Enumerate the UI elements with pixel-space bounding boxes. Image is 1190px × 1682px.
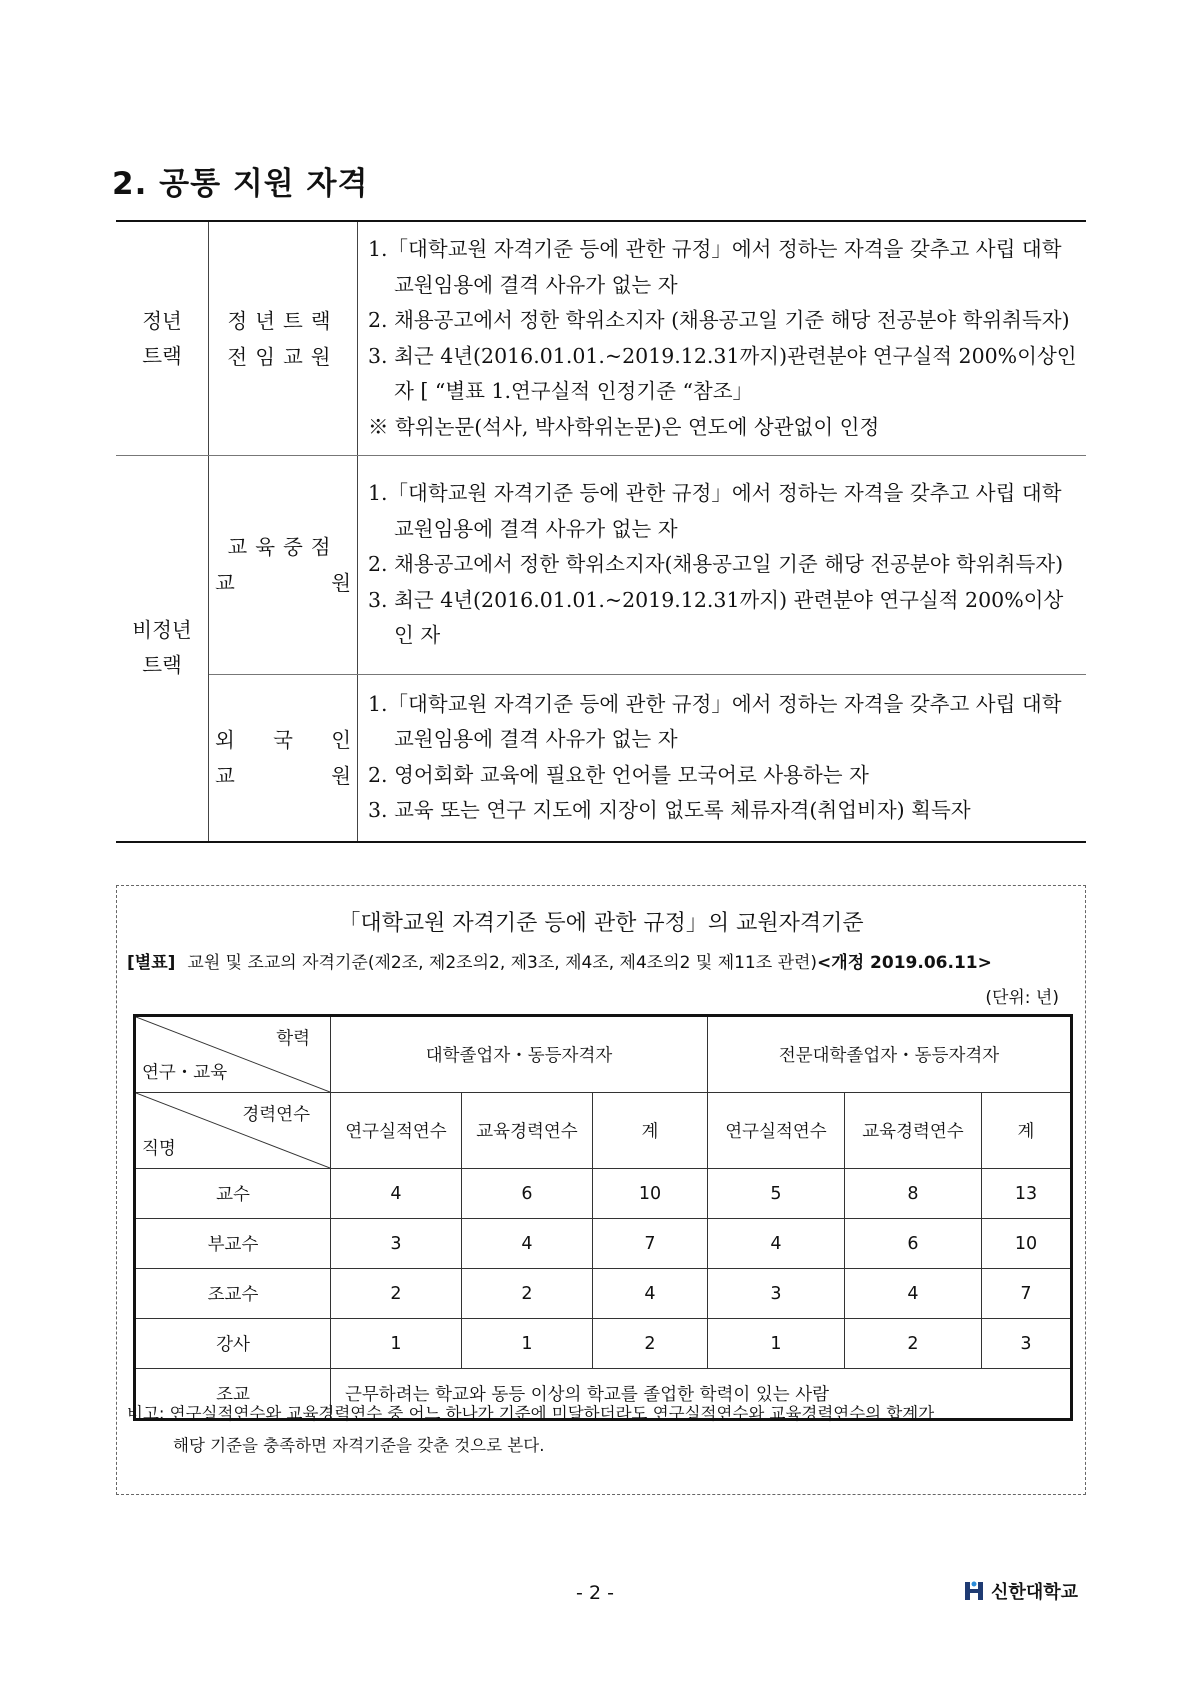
section-title: 2. 공통 지원 자격 <box>112 166 369 202</box>
value-cell: 3 <box>982 1319 1072 1369</box>
reference-box <box>116 885 1086 1495</box>
logo-text: 신한대학교 <box>991 1582 1078 1603</box>
value-cell: 6 <box>845 1219 982 1269</box>
education-focused-requirements <box>358 456 1087 675</box>
rank-cell: 조교 <box>135 1369 331 1420</box>
value-cell: 10 <box>982 1219 1072 1269</box>
reference-subtitle <box>127 948 992 973</box>
col-header: 교육경력연수 <box>462 1093 593 1169</box>
requirement-item: 3. 교육 또는 연구 지도에 지장이 없도록 체류자격(취업비자) 획득자 <box>368 798 971 822</box>
value-cell: 7 <box>593 1219 708 1269</box>
foreign-requirements <box>358 674 1087 842</box>
value-cell: 6 <box>462 1169 593 1219</box>
rank-cell: 부교수 <box>135 1219 331 1269</box>
value-cell: 3 <box>708 1269 845 1319</box>
value-cell: 1 <box>708 1319 845 1369</box>
reference-tag: [별표] <box>127 953 176 973</box>
col-header: 연구실적연수 <box>708 1093 845 1169</box>
reference-revision: <개정 2019.06.11> <box>817 953 992 973</box>
role-label-foreign: 외 국 인 교 원 <box>209 674 358 842</box>
value-cell: 10 <box>593 1169 708 1219</box>
table-row <box>135 1169 1072 1219</box>
requirement-item: 2. 채용공고에서 정한 학위소지자 (채용공고일 기준 해당 전공분야 학위취득자) <box>368 308 1070 332</box>
value-cell: 1 <box>462 1319 593 1369</box>
value-cell: 2 <box>462 1269 593 1319</box>
page-number: - 2 - <box>576 1582 614 1604</box>
reference-title: 「대학교원 자격기준 등에 관한 규정」의 교원자격기준 <box>338 911 864 936</box>
value-cell: 8 <box>845 1169 982 1219</box>
value-cell: 4 <box>593 1269 708 1319</box>
university-logo <box>963 1578 1078 1604</box>
value-cell: 4 <box>845 1269 982 1319</box>
requirement-item: 1.「대학교원 자격기준 등에 관한 규정」에서 정하는 자격을 갖추고 사립 대학 교원임용에 결격 사유가 없는 자 <box>368 691 1062 751</box>
role-label-education-focused: 교육중점 교 원 <box>209 456 358 675</box>
value-cell: 4 <box>331 1169 462 1219</box>
value-cell: 2 <box>593 1319 708 1369</box>
track-label-tenure: 정년 트랙 <box>116 221 209 456</box>
rank-cell: 교수 <box>135 1169 331 1219</box>
group-header-university: 대학졸업자・동등자격자 <box>331 1016 708 1093</box>
value-cell: 13 <box>982 1169 1072 1219</box>
rank-cell: 조교수 <box>135 1269 331 1319</box>
value-cell: 7 <box>982 1269 1072 1319</box>
reference-note: 비고: 연구실적연수와 교육경력연수 중 어느 하나가 기준에 미달하더라도 연구실적연수와 교육경력연수의 합계가 해당 기준을 충족하면 자격기준을 갖춘 것으로 본다. <box>127 1404 935 1455</box>
requirement-item: 2. 채용공고에서 정한 학위소지자(채용공고일 기준 해당 전공분야 학위취득자) <box>368 552 1064 576</box>
value-cell: 4 <box>462 1219 593 1269</box>
col-header: 교육경력연수 <box>845 1093 982 1169</box>
value-cell: 2 <box>845 1319 982 1369</box>
tenure-requirements <box>358 221 1087 456</box>
table-row <box>135 1319 1072 1369</box>
requirement-item: 3. 최근 4년(2016.01.01.~2019.12.31까지)관련분야 연구실적 200%이상인 자 [ “별표 1.연구실적 인정기준 “참조」 <box>368 343 1077 403</box>
track-label-non-tenure: 비정년 트랙 <box>116 456 209 842</box>
criteria-header-row <box>135 1016 1072 1093</box>
qualification-table <box>116 220 1086 843</box>
requirement-item: 1.「대학교원 자격기준 등에 관한 규정」에서 정하는 자격을 갖추고 사립 대학 교원임용에 결격 사유가 없는 자 <box>368 237 1062 297</box>
reference-unit: (단위: 년) <box>985 988 1059 1008</box>
rank-cell: 강사 <box>135 1319 331 1369</box>
education-focused-row <box>116 456 1086 675</box>
col-header: 계 <box>593 1093 708 1169</box>
requirement-item: 1.「대학교원 자격기준 등에 관한 규정」에서 정하는 자격을 갖추고 사립 대학 교원임용에 결격 사유가 없는 자 <box>368 481 1062 541</box>
tenure-track-row <box>116 221 1086 456</box>
table-row <box>135 1269 1072 1319</box>
col-header: 계 <box>982 1093 1072 1169</box>
col-header: 연구실적연수 <box>331 1093 462 1169</box>
group-header-college: 전문대학졸업자・동등자격자 <box>708 1016 1072 1093</box>
value-cell: 3 <box>331 1219 462 1269</box>
shinhan-university-logo-icon <box>963 1580 987 1602</box>
criteria-table <box>133 1014 1073 1421</box>
criteria-subheader-row <box>135 1093 1072 1169</box>
reference-subtitle-text: 교원 및 조교의 자격기준(제2조, 제2조의2, 제3조, 제4조, 제4조의2 및 제11조 관련) <box>187 953 818 973</box>
diagonal-header-rank: 경력연수 직명 <box>135 1093 331 1169</box>
foreign-faculty-row <box>116 674 1086 842</box>
value-cell: 4 <box>708 1219 845 1269</box>
value-cell: 1 <box>331 1319 462 1369</box>
requirement-note: ※ 학위논문(석사, 박사학위논문)은 연도에 상관없이 인정 <box>368 414 880 439</box>
assistant-criteria-text: 근무하려는 학교와 동등 이상의 학교를 졸업한 학력이 있는 사람 <box>331 1369 1072 1420</box>
value-cell: 2 <box>331 1269 462 1319</box>
role-label-tenure: 정년트랙 전임교원 <box>209 221 358 456</box>
value-cell: 5 <box>708 1169 845 1219</box>
table-row <box>135 1219 1072 1269</box>
requirement-item: 2. 영어회화 교육에 필요한 언어를 모국어로 사용하는 자 <box>368 762 869 787</box>
requirement-item: 3. 최근 4년(2016.01.01.~2019.12.31까지) 관련분야 연구실적 200%이상인 자 <box>368 587 1064 647</box>
diagonal-header-education: 학력 연구・교육 <box>135 1016 331 1093</box>
